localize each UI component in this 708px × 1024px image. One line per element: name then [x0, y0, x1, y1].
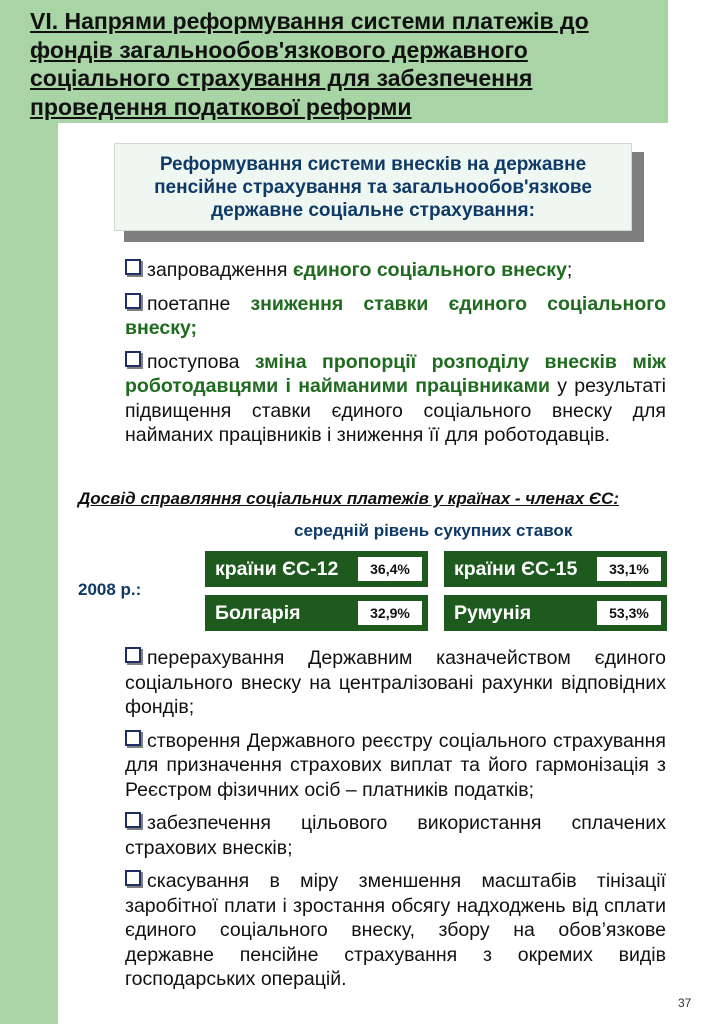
checkbox-bullet-icon — [125, 647, 141, 663]
checkbox-bullet-icon — [125, 870, 141, 886]
stat-name: країни ЄС-15 — [454, 557, 578, 580]
year-label: 2008 р.: — [78, 580, 142, 599]
checkbox-bullet-icon — [125, 730, 141, 746]
stat-value: 33,1% — [597, 557, 661, 581]
list-item: запровадження єдиного соціального внеску; — [125, 258, 666, 283]
experience-heading: Досвід справляння соціальних платежів у країнах - членах ЄС: — [78, 489, 620, 508]
callout-text: Реформування системи внесків на державне пенсійне страхування та загальнообов'язкове державне соціальне страхування: — [154, 153, 592, 221]
checkbox-bullet-icon — [125, 259, 141, 275]
slide-title: VI. Напрями реформування системи платежів до фондів загальнообов'язкового державного соціального страхування для забезпечення проведення податкової реформи — [30, 8, 589, 120]
stat-value: 32,9% — [358, 601, 422, 625]
stat-name: Болгарія — [215, 601, 301, 624]
checkbox-bullet-icon — [125, 812, 141, 828]
callout-box — [114, 143, 632, 231]
stat-name: Румунія — [454, 601, 532, 624]
list-item: створення Державного реєстру соціального страхування для призначення страхових виплат та його гармонізація з Реєстром фізичних осіб – платників податків; — [125, 729, 666, 801]
reform-list — [125, 258, 666, 457]
list-item: забезпечення цільового використання сплачених страхових внесків; — [125, 812, 666, 859]
stat-romania — [444, 595, 667, 631]
list-item: поетапне зниження ставки єдиного соціального внеску; — [125, 292, 667, 339]
list-item: поступова зміна пропорції розподілу внесків між роботодавцями і найманими працівниками у результаті підвищення ставки єдиного соціального внеску для найманих працівників і зниження її для роботодавців. — [125, 350, 666, 446]
stat-value: 53,3% — [597, 601, 661, 625]
page-number: 37 — [678, 996, 692, 1010]
average-rate-label: середній рівень сукупних ставок — [294, 521, 573, 540]
list-item: перерахування Державним казначейством єдиного соціального внеску на централізовані рахунки відповідних фондів; — [125, 647, 666, 718]
stat-eu12 — [205, 551, 428, 587]
stat-value: 36,4% — [358, 557, 422, 581]
stat-bulgaria — [205, 595, 428, 631]
measures-list — [125, 646, 666, 1001]
checkbox-bullet-icon — [125, 293, 141, 309]
stat-eu15 — [444, 551, 667, 587]
checkbox-bullet-icon — [125, 351, 141, 367]
list-item: скасування в міру зменшення масштабів тінізації заробітної плати і зростання обсягу надходжень від сплати єдиного соціального внеску, збору на обов’язкове державне пенсійне страхування з окремих видів господарських операцій. — [125, 870, 666, 990]
left-band — [0, 0, 58, 1024]
stat-name: країни ЄС-12 — [215, 557, 339, 580]
